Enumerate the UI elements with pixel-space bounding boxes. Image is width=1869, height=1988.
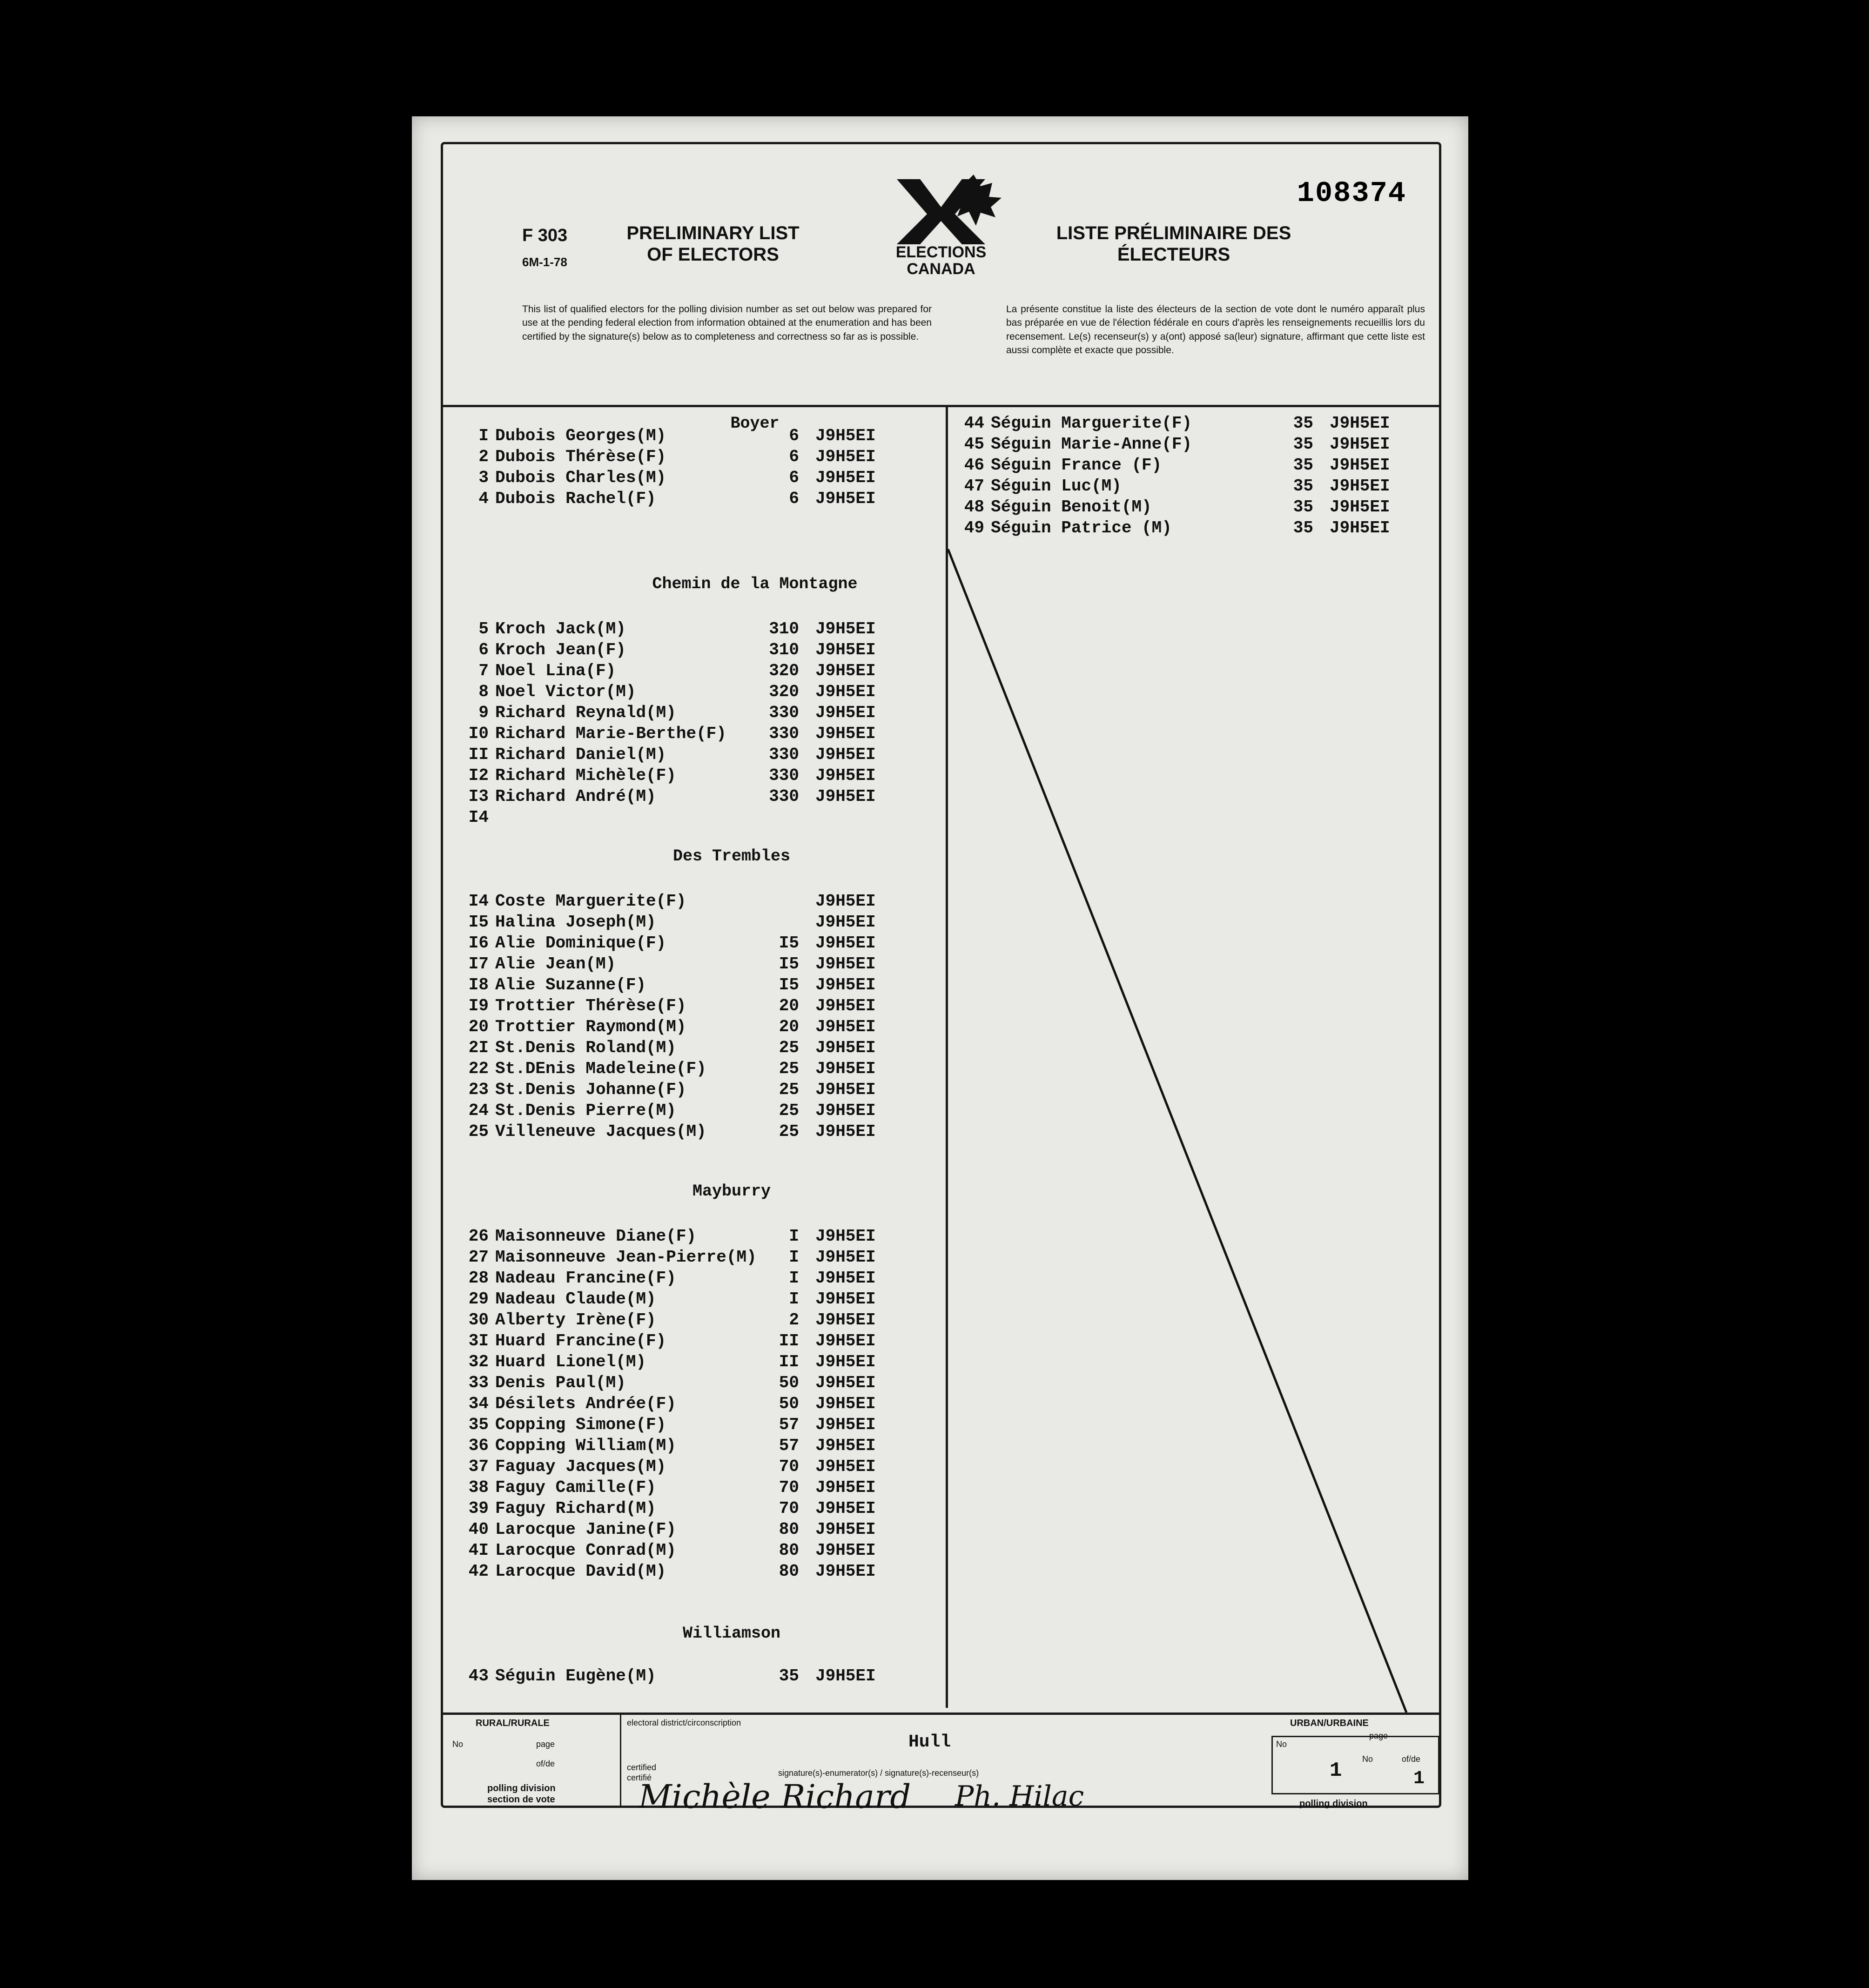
elector-name: St.Denis Roland(M) bbox=[495, 1038, 676, 1057]
elector-postal-code: J9H5EI bbox=[815, 640, 876, 659]
elector-address: II bbox=[779, 1331, 799, 1350]
elector-name: Copping William(M) bbox=[495, 1436, 676, 1455]
elector-postal-code: J9H5EI bbox=[815, 1059, 876, 1078]
elector-number: I2 bbox=[468, 766, 489, 785]
elector-name: Séguin Luc(M) bbox=[991, 477, 1122, 496]
elector-number: II bbox=[468, 745, 489, 764]
elector-name: Dubois Rachel(F) bbox=[495, 489, 656, 508]
elector-number: I9 bbox=[468, 996, 489, 1015]
elector-address: 6 bbox=[789, 426, 799, 445]
elector-address: 330 bbox=[769, 766, 799, 785]
elector-address: 35 bbox=[1293, 497, 1313, 517]
title-french: LISTE PRÉLIMINAIRE DES ÉLECTEURS bbox=[1056, 223, 1291, 265]
elector-address: I bbox=[789, 1227, 799, 1246]
elector-name: Maisonneuve Jean-Pierre(M) bbox=[495, 1248, 757, 1267]
form-date: 6M-1-78 bbox=[522, 255, 567, 269]
elector-name: Huard Lionel(M) bbox=[495, 1352, 646, 1371]
elector-name: Villeneuve Jacques(M) bbox=[495, 1122, 706, 1141]
cancel-diagonal-line bbox=[443, 144, 1439, 1806]
elector-postal-code: J9H5EI bbox=[815, 1415, 876, 1434]
elector-postal-code: J9H5EI bbox=[815, 1038, 876, 1057]
elector-number: 36 bbox=[468, 1436, 489, 1455]
elector-name: Alberty Irène(F) bbox=[495, 1310, 656, 1330]
district-value: Hull bbox=[908, 1732, 951, 1752]
elector-number: 34 bbox=[468, 1394, 489, 1413]
elector-address: 50 bbox=[779, 1394, 799, 1413]
district-label: electoral district/circonscription bbox=[627, 1718, 741, 1727]
elector-postal-code: J9H5EI bbox=[815, 954, 876, 974]
elector-address: I5 bbox=[779, 934, 799, 953]
elector-address: 6 bbox=[789, 468, 799, 487]
elector-number: 44 bbox=[964, 414, 984, 433]
elector-postal-code: J9H5EI bbox=[815, 724, 876, 743]
elector-postal-code: J9H5EI bbox=[815, 1227, 876, 1246]
elector-number: 25 bbox=[468, 1122, 489, 1141]
elector-name: Noel Lina(F) bbox=[495, 661, 616, 680]
elector-postal-code: J9H5EI bbox=[815, 468, 876, 487]
elector-number: I3 bbox=[468, 787, 489, 806]
elector-name: Richard Reynald(M) bbox=[495, 703, 676, 722]
elector-number: 32 bbox=[468, 1352, 489, 1371]
elector-postal-code: J9H5EI bbox=[815, 1457, 876, 1476]
elector-address: 35 bbox=[1293, 456, 1313, 475]
elector-number: I4 bbox=[468, 808, 489, 827]
elector-name: Alie Dominique(F) bbox=[495, 934, 666, 953]
elector-number: 30 bbox=[468, 1310, 489, 1330]
elector-name: St.DEnis Madeleine(F) bbox=[495, 1059, 706, 1078]
elector-number: 3 bbox=[478, 468, 489, 487]
elector-address: 70 bbox=[779, 1478, 799, 1497]
elector-name: Alie Suzanne(F) bbox=[495, 975, 646, 994]
street-heading-williamson: Williamson bbox=[682, 1624, 781, 1643]
elector-name: Larocque Conrad(M) bbox=[495, 1541, 676, 1560]
elector-address: 25 bbox=[779, 1038, 799, 1057]
elector-postal-code: J9H5EI bbox=[815, 682, 876, 701]
elector-postal-code: J9H5EI bbox=[815, 766, 876, 785]
urban-no-label: No bbox=[1276, 1740, 1287, 1749]
elector-number: 49 bbox=[964, 518, 984, 537]
elector-postal-code: J9H5EI bbox=[1330, 414, 1390, 433]
elector-address: 330 bbox=[769, 703, 799, 722]
elector-address: 35 bbox=[1293, 435, 1313, 454]
elector-name: Denis Paul(M) bbox=[495, 1373, 626, 1392]
elector-number: 4I bbox=[468, 1541, 489, 1560]
elector-postal-code: J9H5EI bbox=[815, 1436, 876, 1455]
elector-address: 35 bbox=[1293, 518, 1313, 537]
rural-no-label: No bbox=[452, 1740, 464, 1749]
form-frame bbox=[441, 142, 1441, 1816]
elector-number: 23 bbox=[468, 1080, 489, 1099]
elector-name: Séguin Marie-Anne(F) bbox=[991, 435, 1192, 454]
elector-postal-code: J9H5EI bbox=[1330, 477, 1390, 496]
elector-address: 70 bbox=[779, 1457, 799, 1476]
footer-divider bbox=[443, 1713, 1439, 1715]
elector-address: 6 bbox=[789, 489, 799, 508]
elector-address: II bbox=[779, 1352, 799, 1371]
elector-postal-code: J9H5EI bbox=[815, 1310, 876, 1330]
elector-postal-code: J9H5EI bbox=[1330, 497, 1390, 517]
elector-address: 25 bbox=[779, 1101, 799, 1120]
elector-name: Trottier Raymond(M) bbox=[495, 1017, 686, 1036]
elector-postal-code: J9H5EI bbox=[815, 892, 876, 911]
elector-address: I5 bbox=[779, 975, 799, 994]
street-heading-trembles: Des Trembles bbox=[672, 847, 791, 866]
elector-number: 7 bbox=[478, 661, 489, 680]
elector-address: 70 bbox=[779, 1499, 799, 1518]
elector-postal-code: J9H5EI bbox=[815, 661, 876, 680]
elector-address: 6 bbox=[789, 447, 799, 466]
elector-number: 38 bbox=[468, 1478, 489, 1497]
form-number: F 303 bbox=[522, 226, 568, 245]
elector-postal-code: J9H5EI bbox=[815, 703, 876, 722]
elector-name: St.Denis Pierre(M) bbox=[495, 1101, 676, 1120]
elector-postal-code: J9H5EI bbox=[815, 619, 876, 638]
elector-postal-code: J9H5EI bbox=[815, 1017, 876, 1036]
elector-postal-code: J9H5EI bbox=[815, 1394, 876, 1413]
polling-division-fr-label: section de vote bbox=[487, 1794, 555, 1805]
elector-postal-code: J9H5EI bbox=[815, 996, 876, 1015]
street-heading-boyer: Boyer bbox=[730, 414, 780, 433]
urban-no-label-2: No bbox=[1362, 1754, 1373, 1764]
elector-address: 2 bbox=[789, 1310, 799, 1330]
intro-text-french: La présente constitue la liste des électeurs de la section de vote dont le numéro apparaît plus bas préparée en vue de l'élection fédérale en cours d'après les renseignements recueillis lors du recensement. Le(s) recenseur(s) y a(ont) apposé sa(leur) signature, affirmant que cette liste est aussi complète et exacte que possible. bbox=[1006, 304, 1425, 356]
elector-name: Halina Joseph(M) bbox=[495, 913, 656, 932]
elector-name: Nadeau Claude(M) bbox=[495, 1290, 656, 1309]
elector-name: Richard Marie-Berthe(F) bbox=[495, 724, 726, 743]
elector-address: 310 bbox=[769, 619, 799, 638]
elector-address: 25 bbox=[779, 1080, 799, 1099]
elector-address: 25 bbox=[779, 1122, 799, 1141]
elector-postal-code: J9H5EI bbox=[815, 489, 876, 508]
elector-postal-code: J9H5EI bbox=[1330, 435, 1390, 454]
elector-name: Trottier Thérèse(F) bbox=[495, 996, 686, 1015]
elector-name: Nadeau Francine(F) bbox=[495, 1269, 676, 1288]
elector-number: 37 bbox=[468, 1457, 489, 1476]
elector-number: 28 bbox=[468, 1269, 489, 1288]
elector-name: Faguy Camille(F) bbox=[495, 1478, 656, 1497]
elector-name: Séguin Patrice (M) bbox=[991, 518, 1172, 537]
elector-number: 47 bbox=[964, 477, 984, 496]
rural-of-label: of/de bbox=[536, 1759, 555, 1768]
elector-number: 4 bbox=[478, 489, 489, 508]
elector-name: Séguin Eugène(M) bbox=[495, 1666, 656, 1686]
elector-address: 57 bbox=[779, 1436, 799, 1455]
footer-separator-1 bbox=[620, 1715, 621, 1806]
elector-address: 330 bbox=[769, 745, 799, 764]
elector-name: Larocque David(M) bbox=[495, 1562, 666, 1581]
elector-postal-code: J9H5EI bbox=[815, 1122, 876, 1141]
urban-of-label: of/de bbox=[1402, 1754, 1421, 1764]
elector-name: Faguay Jacques(M) bbox=[495, 1457, 666, 1476]
elector-address: 320 bbox=[769, 682, 799, 701]
enumerator-signature-1: Michèle Richard bbox=[639, 1778, 911, 1816]
elector-number: 39 bbox=[468, 1499, 489, 1518]
elector-name: Alie Jean(M) bbox=[495, 954, 616, 974]
elector-address: 35 bbox=[1293, 477, 1313, 496]
elector-name: Séguin France (F) bbox=[991, 456, 1162, 475]
voter-list-sheet bbox=[412, 116, 1468, 1880]
elector-postal-code: J9H5EI bbox=[815, 1248, 876, 1267]
elector-number: 5 bbox=[478, 619, 489, 638]
elector-postal-code: J9H5EI bbox=[815, 1562, 876, 1581]
elector-name: Coste Marguerite(F) bbox=[495, 892, 686, 911]
elector-address: 20 bbox=[779, 996, 799, 1015]
elector-number: 48 bbox=[964, 497, 984, 517]
certified-fr-label: certifié bbox=[627, 1773, 652, 1782]
elector-number: 45 bbox=[964, 435, 984, 454]
elector-postal-code: J9H5EI bbox=[815, 913, 876, 932]
elector-name: Richard Daniel(M) bbox=[495, 745, 666, 764]
elector-number: I4 bbox=[468, 892, 489, 911]
street-heading-mayburry: Mayburry bbox=[692, 1182, 771, 1201]
logo-text-canada: CANADA bbox=[907, 260, 975, 278]
street-heading-montagne: Chemin de la Montagne bbox=[652, 575, 858, 593]
elector-postal-code: J9H5EI bbox=[815, 1478, 876, 1497]
elector-name: Kroch Jean(F) bbox=[495, 640, 626, 659]
elector-name: Huard Francine(F) bbox=[495, 1331, 666, 1350]
elector-name: Maisonneuve Diane(F) bbox=[495, 1227, 697, 1246]
elector-address: 310 bbox=[769, 640, 799, 659]
elector-postal-code: J9H5EI bbox=[815, 426, 876, 445]
elector-postal-code: J9H5EI bbox=[1330, 518, 1390, 537]
elector-number: 42 bbox=[468, 1562, 489, 1581]
elector-address: 80 bbox=[779, 1520, 799, 1539]
elector-name: St.Denis Johanne(F) bbox=[495, 1080, 686, 1099]
elector-address: 35 bbox=[1293, 414, 1313, 433]
elector-number: 2I bbox=[468, 1038, 489, 1057]
elector-name: Copping Simone(F) bbox=[495, 1415, 666, 1434]
elector-address: 330 bbox=[769, 787, 799, 806]
polling-division-label: polling division bbox=[487, 1783, 556, 1793]
elector-number: I7 bbox=[468, 954, 489, 974]
elector-number: 22 bbox=[468, 1059, 489, 1078]
elector-address: 57 bbox=[779, 1415, 799, 1434]
elector-postal-code: J9H5EI bbox=[815, 1541, 876, 1560]
elector-number: 40 bbox=[468, 1520, 489, 1539]
elector-postal-code: J9H5EI bbox=[815, 1080, 876, 1099]
signature-label: signature(s)-enumerator(s) / signature(s)-recenseur(s) bbox=[778, 1768, 979, 1778]
urban-label: URBAN/URBAINE bbox=[1290, 1718, 1369, 1728]
elector-name: Séguin Benoit(M) bbox=[991, 497, 1152, 517]
elector-postal-code: J9H5EI bbox=[815, 1373, 876, 1392]
elector-number: 2 bbox=[478, 447, 489, 466]
elector-address: 25 bbox=[779, 1059, 799, 1078]
elector-name: Richard André(M) bbox=[495, 787, 656, 806]
elector-name: Richard Michèle(F) bbox=[495, 766, 676, 785]
elector-number: 8 bbox=[478, 682, 489, 701]
urban-polling-label: polling division bbox=[1299, 1799, 1368, 1809]
elector-number: 3I bbox=[468, 1331, 489, 1350]
elector-postal-code: J9H5EI bbox=[815, 1666, 876, 1686]
elector-postal-code: J9H5EI bbox=[815, 787, 876, 806]
elector-number: I5 bbox=[468, 913, 489, 932]
elector-number: 6 bbox=[478, 640, 489, 659]
elector-number: 9 bbox=[478, 703, 489, 722]
title-english: PRELIMINARY LIST OF ELECTORS bbox=[626, 223, 800, 265]
elector-number: 33 bbox=[468, 1373, 489, 1392]
elector-postal-code: J9H5EI bbox=[815, 1290, 876, 1309]
elector-number: I8 bbox=[468, 975, 489, 994]
elector-postal-code: J9H5EI bbox=[815, 745, 876, 764]
rural-page-label: page bbox=[536, 1740, 555, 1749]
urban-page-label: page bbox=[1369, 1731, 1388, 1740]
elector-name: Dubois Thérèse(F) bbox=[495, 447, 666, 466]
elector-name: Séguin Marguerite(F) bbox=[991, 414, 1192, 433]
elector-number: 29 bbox=[468, 1290, 489, 1309]
elector-postal-code: J9H5EI bbox=[815, 1520, 876, 1539]
intro-text-english: This list of qualified electors for the polling division number as set out below was prepared for use at the pending federal election from information obtained at the enumeration and has been certified by the signature(s) below as to completeness and correctness so far as is possible. bbox=[522, 304, 932, 342]
elector-number: 26 bbox=[468, 1227, 489, 1246]
elector-number: 43 bbox=[468, 1666, 489, 1686]
serial-number: 108374 bbox=[1297, 177, 1406, 210]
elector-name: Faguy Richard(M) bbox=[495, 1499, 656, 1518]
certified-label: certified bbox=[627, 1763, 657, 1772]
elector-number: 24 bbox=[468, 1101, 489, 1120]
elector-postal-code: J9H5EI bbox=[815, 1352, 876, 1371]
elector-postal-code: J9H5EI bbox=[815, 1269, 876, 1288]
elector-address: I bbox=[789, 1269, 799, 1288]
elector-address: I bbox=[789, 1248, 799, 1267]
elector-postal-code: J9H5EI bbox=[815, 1331, 876, 1350]
elector-name: Noel Victor(M) bbox=[495, 682, 636, 701]
elector-address: 20 bbox=[779, 1017, 799, 1036]
elector-address: 35 bbox=[779, 1666, 799, 1686]
elector-number: 46 bbox=[964, 456, 984, 475]
elector-postal-code: J9H5EI bbox=[815, 934, 876, 953]
elector-number: 27 bbox=[468, 1248, 489, 1267]
elector-postal-code: J9H5EI bbox=[815, 975, 876, 994]
elector-address: 80 bbox=[779, 1541, 799, 1560]
elector-name: Kroch Jack(M) bbox=[495, 619, 626, 638]
elector-postal-code: J9H5EI bbox=[815, 1101, 876, 1120]
elector-name: Désilets Andrée(F) bbox=[495, 1394, 676, 1413]
urban-of-value: 1 bbox=[1413, 1768, 1425, 1789]
elector-postal-code: J9H5EI bbox=[815, 1499, 876, 1518]
elector-postal-code: J9H5EI bbox=[1330, 456, 1390, 475]
elector-address: I bbox=[789, 1290, 799, 1309]
logo-text-elections: ELECTIONS bbox=[895, 243, 987, 261]
elector-address: 320 bbox=[769, 661, 799, 680]
elector-name: Dubois Georges(M) bbox=[495, 426, 666, 445]
elector-address: 330 bbox=[769, 724, 799, 743]
elector-address: I5 bbox=[779, 954, 799, 974]
elector-number: I bbox=[478, 426, 489, 445]
urban-number-value: 1 bbox=[1330, 1759, 1342, 1782]
elector-number: 20 bbox=[468, 1017, 489, 1036]
elector-number: I0 bbox=[468, 724, 489, 743]
elector-address: 50 bbox=[779, 1373, 799, 1392]
elector-number: 35 bbox=[468, 1415, 489, 1434]
elector-number: I6 bbox=[468, 934, 489, 953]
rural-label: RURAL/RURALE bbox=[476, 1718, 550, 1728]
elector-name: Larocque Janine(F) bbox=[495, 1520, 676, 1539]
elector-name: Dubois Charles(M) bbox=[495, 468, 666, 487]
enumerator-signature-2: Ph. Hilac bbox=[955, 1780, 1084, 1813]
elector-address: 80 bbox=[779, 1562, 799, 1581]
elector-postal-code: J9H5EI bbox=[815, 447, 876, 466]
